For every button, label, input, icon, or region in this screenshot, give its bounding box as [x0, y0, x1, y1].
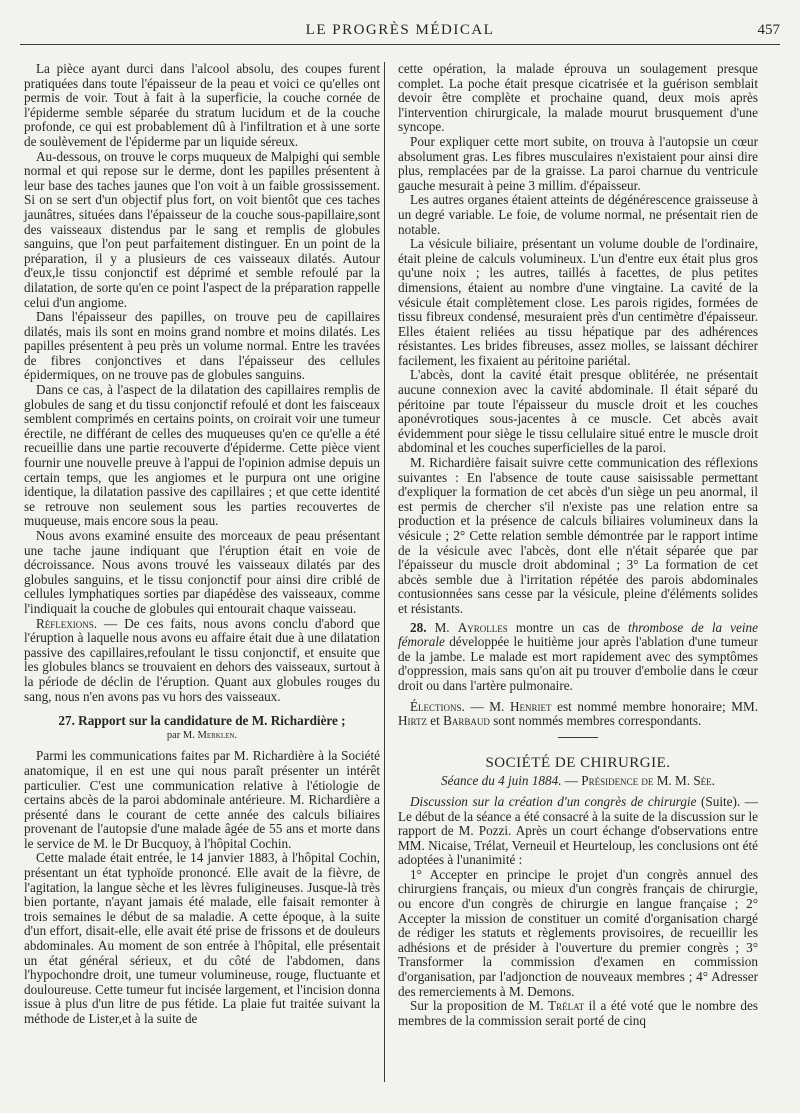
elections-label: Élections.: [410, 698, 465, 714]
proposition-paragraph: Sur la proposition de M. Trélat il a été voté que le nombre des membres de la commission serait porté de cinq: [398, 998, 758, 1028]
paragraph: Pour expliquer cette mort subite, on trouva à l'autopsie un cœur absolument gras. Les fibres musculaires n'existaient pour ainsi dire plus, remplacées par de la graisse. La paroi charnue du ventricule gauche mesurait à peine 3 millim. d'épaisseur.: [398, 133, 758, 193]
paragraph: La vésicule biliaire, présentant un volume double de l'ordinaire, était pleine de calculs volumineux. L'un d'entre eux était plus gros qu'une noix ; les autres, taillés à facettes, de plus petites dimensions, étaient au nombre d'une vingtaine. La cavité de la vésicule était complètement close. Les parois rigides, formées de tissu fibreux condensé, mesuraient près d'un centimètre d'épaisseur. Elles étaient reliées au tissu hépatique par des adhérences résistantes. Les brides fibreuses, assez molles, se laissant déchirer facilement, les fixaient au péritoine pariétal.: [398, 236, 758, 368]
paragraph: cette opération, la malade éprouva un soulagement presque complet. La poche était presque cicatrisée et la guérison semblait devoir être complète et prochaine quand, deux mois après l'intervention chirurgicale, la malade mourut brusquement d'une syncope.: [398, 61, 758, 135]
paragraph: Au-dessous, on trouve le corps muqueux de Malpighi qui semble normal et qui repose sur le derme, dont les papilles présentent à leur base des taches jaunes que l'on voit à un faible grossissement. Si on se sert d'un objectif plus fort, on voit bientôt que ces taches jaunâtres, situées dans l'épaisseur de la couche sous-papillaire,sont des vaisseaux distendus par le sang et remplis de globules sanguins, que l'on peut parfaitement distinguer. En un point de la préparation, il y a plusieurs de ces vaisseaux dilatés. Autour d'eux,le tissu conjonctif est déprimé et semble refoulé par la dilatation, de sorte qu'en ce point l'aspect de la préparation rappelle celui d'un angiome.: [24, 148, 380, 310]
paragraph: L'abcès, dont la cavité était presque oblitérée, ne présentait aucune connexion avec la cavité abdominale. Il était séparé du péritoine par toute l'épaisseur du muscle droit et les couches aponévrotiques sous-jacentes à ce muscle. Cet abcès avait évidemment pour siège le tissu cellulaire situé entre le muscle droit abdominal et les couches superficielles de la paroi.: [398, 367, 758, 456]
reflexions-text: — De ces faits, nous avons conclu d'abord que l'éruption à laquelle nous avons eu affaire était due à une dilatation passive des capillaires,refoulant le tissu conjonctif, et ensuite que les globules blancs se trouvaient en dehors des vaisseaux, surtout à la période de déclin de l'éruption. Quant aux globules rouges du sang, nous n'en avons pas vu hors des vaisseaux.: [24, 615, 380, 704]
paragraph: Les autres organes étaient atteints de dégénérescence graisseuse à un degré variable. Le foie, de volume normal, ne présentait rien de notable.: [398, 192, 758, 237]
reflexions-paragraph: [24, 617, 380, 705]
page-number: 457: [757, 22, 780, 38]
section-28-paragraph: 28. M. Ayrolles montre un cas de thrombose de la veine fémorale développée le huitième jour après l'ablation d'une tumeur de la jambe. Le malade est mort rapidement avec des symptômes d'oppression, mais sans qu'on ait pu trouver d'embolie dans le cœur droit ou dans l'artère pulmonaire.: [398, 619, 758, 693]
header-rule: [20, 44, 780, 45]
society-title: SOCIÉTÉ DE CHIRURGIE.: [485, 754, 671, 771]
section-27-title: 27. Rapport sur la candidature de M. Richardière ;: [58, 713, 346, 729]
proposition-author: Trélat: [548, 998, 585, 1014]
reflexions-label: Réflexions.: [36, 615, 98, 631]
section-27-byline: par M. Merklen.: [166, 729, 238, 741]
left-column: [24, 62, 380, 1027]
seance-line: [398, 774, 758, 789]
discussion-paragraph: Discussion sur la création d'un congrès de chirurgie (Suite). — Le début de la séance a été consacré à la suite de la discussion sur le rapport de M. Pozzi. Après un court échange d'observations entre MM. Nicaise, Trélat, Verneuil et Heurteloup, les conclusions ont été adoptées à l'unanimité :: [398, 793, 758, 868]
section-rule: [558, 737, 598, 738]
byline-author: Merklen.: [197, 729, 238, 741]
section-28-author: Ayrolles: [457, 619, 508, 635]
paragraph: Nous avons examiné ensuite des morceaux de peau présentant une tache jaune indiquant que l'éruption était en voie de décroissance. Nous avons trouvé les vaisseaux dilatés par des globules sanguins, et le tissu conjonctif pour ainsi dire criblé de cellules lymphatiques sorties par diapédèse des vaisseaux, comme l'indiquait la couche de globules qui entourait chaque vaisseau.: [24, 528, 380, 616]
paragraph: Dans l'épaisseur des papilles, on trouve peu de capillaires dilatés, mais ils sont en moins grand nombre et moins dilatés. Les papilles présentent à peu près un volume normal. Entre les travées de fibres conjonctives et dans l'épaisseur des cellules épidermiques, on ne trouve pas de globules sanguins.: [24, 309, 380, 383]
paragraph: Parmi les communications faites par M. Richardière à la Société anatomique, il en est une qui nous paraît présenter un intérêt particulier. C'est une communication relative à l'étiologie de certains abcès de la paroi abdominale antérieure. M. Richardière a présenté dans le courant de cette année des calculs biliaires provenant de l'autopsie d'une malade âgée de 55 ans et morte dans le service de M. le Dr Bucquoy, à l'hôpital Cochin.: [24, 748, 380, 851]
elections-paragraph: Élections. — M. Henriet est nommé membre honoraire; MM. Hirtz et Barbaud sont nommés membres correspondants.: [398, 698, 758, 729]
column-divider: [384, 62, 385, 1082]
page-header: [20, 22, 780, 44]
right-column: [398, 62, 758, 1028]
paragraph: Cette malade était entrée, le 14 janvier 1883, à l'hôpital Cochin, présentant un état typhoïde prononcé. Elle avait de la fièvre, de l'agitation, la langue sèche et les lèvres fuligineuses. Jusque-là très bien portante, n'ayant jamais été malade, elle faisait remonter à trois semaines le début de sa maladie. A cette époque, à la suite d'un effort, disait-elle, elle avait été prise de frissons et de douleurs abdominales. Au moment de son entrée à l'hôpital, elle présentait un état général sérieux, et du côté de l'abdomen, dans l'hypochondre droit, une tumeur volumineuse, rouge, fluctuante et douloureuse. Cette tumeur fut incisée largement, et l'incision donna issue à plus d'un litre de pus fétide. La plaie fut traitée suivant la méthode de Lister,et à la suite de: [24, 850, 380, 1026]
section-28-topic: thrombose de la veine fémorale: [398, 619, 758, 650]
seance-presidence: — Présidence de M. M. Sée.: [561, 773, 715, 789]
conclusions-paragraph: 1° Accepter en principe le projet d'un congrès annuel des chirurgiens français, ou mieux d'un congrès français de chirurgie, ou encore d'un congrès de chirurgie en langue française ; 2° Accepter la mission de constituer un comité d'organisation chargé de rédiger les statuts et règlements provisoires, de recueillir les adhésions et de présider à l'ouverture du premier congrès ; 3° Transformer la commission d'examen en commission d'organisation, par l'adjonction de nouveaux membres ; 4° Adresser des remerciements à M. Demons.: [398, 866, 758, 999]
paragraph: M. Richardière faisait suivre cette communication des réflexions suivantes : En l'absence de toute cause saisissable permettant d'expliquer la formation de cet abcès d'un siège un peu anormal, il est permis de chercher s'il n'existe pas une relation entre sa production et la présence de calculs biliaires volumineux dans la vésicule ; 2° Cette relation semble démontrée par le rapport intime de la vésicule avec l'abcès, dont elle n'était séparée que par l'épaisseur du muscle droit abdominal ; 3° La formation de cet abcès semble due à l'irritation répétée des parois abdominales contusionnées sans cesse par la vésicule, pleine d'éléments solides et résistants.: [398, 455, 758, 616]
running-title: LE PROGRÈS MÉDICAL: [305, 22, 495, 38]
paragraph: La pièce ayant durci dans l'alcool absolu, des coupes furent pratiquées dans toute l'épaisseur de la peau et voici ce qu'elles ont permis de voir. Tout à fait à la superficie, la couche cornée de l'épiderme semble séparée du stratum lucidum et de la couche profonde, ce qui est probablement dû à l'infiltration et à une sorte de soulèvement de l'épiderme par un liquide séreux.: [24, 61, 380, 149]
discussion-topic: Discussion sur la création d'un congrès de chirurgie: [410, 793, 697, 809]
section-28-number: 28.: [410, 619, 427, 635]
seance-date: Séance du 4 juin 1884.: [441, 773, 562, 789]
paragraph: Dans ce cas, à l'aspect de la dilatation des capillaires remplis de globules de sang et du tissu conjonctif refoulé et dont les faisceaux semblent comprimés en certains points, on croirait voir une tumeur érectile, ne différant de celles des muqueuses qu'en ce qu'elle a été recueillie dans une partie recouverte d'épiderme. Cette pièce vient fournir une nouvelle preuve à l'appui de l'opinion admise depuis un certain temps, que les angiomes et le purpura ont une origine identique, la dilatation passive des capillaires ; et que cette identité se retrouve non seulement sous les parties recouvertes de muqueuse, mais encore sous la peau.: [24, 382, 380, 529]
